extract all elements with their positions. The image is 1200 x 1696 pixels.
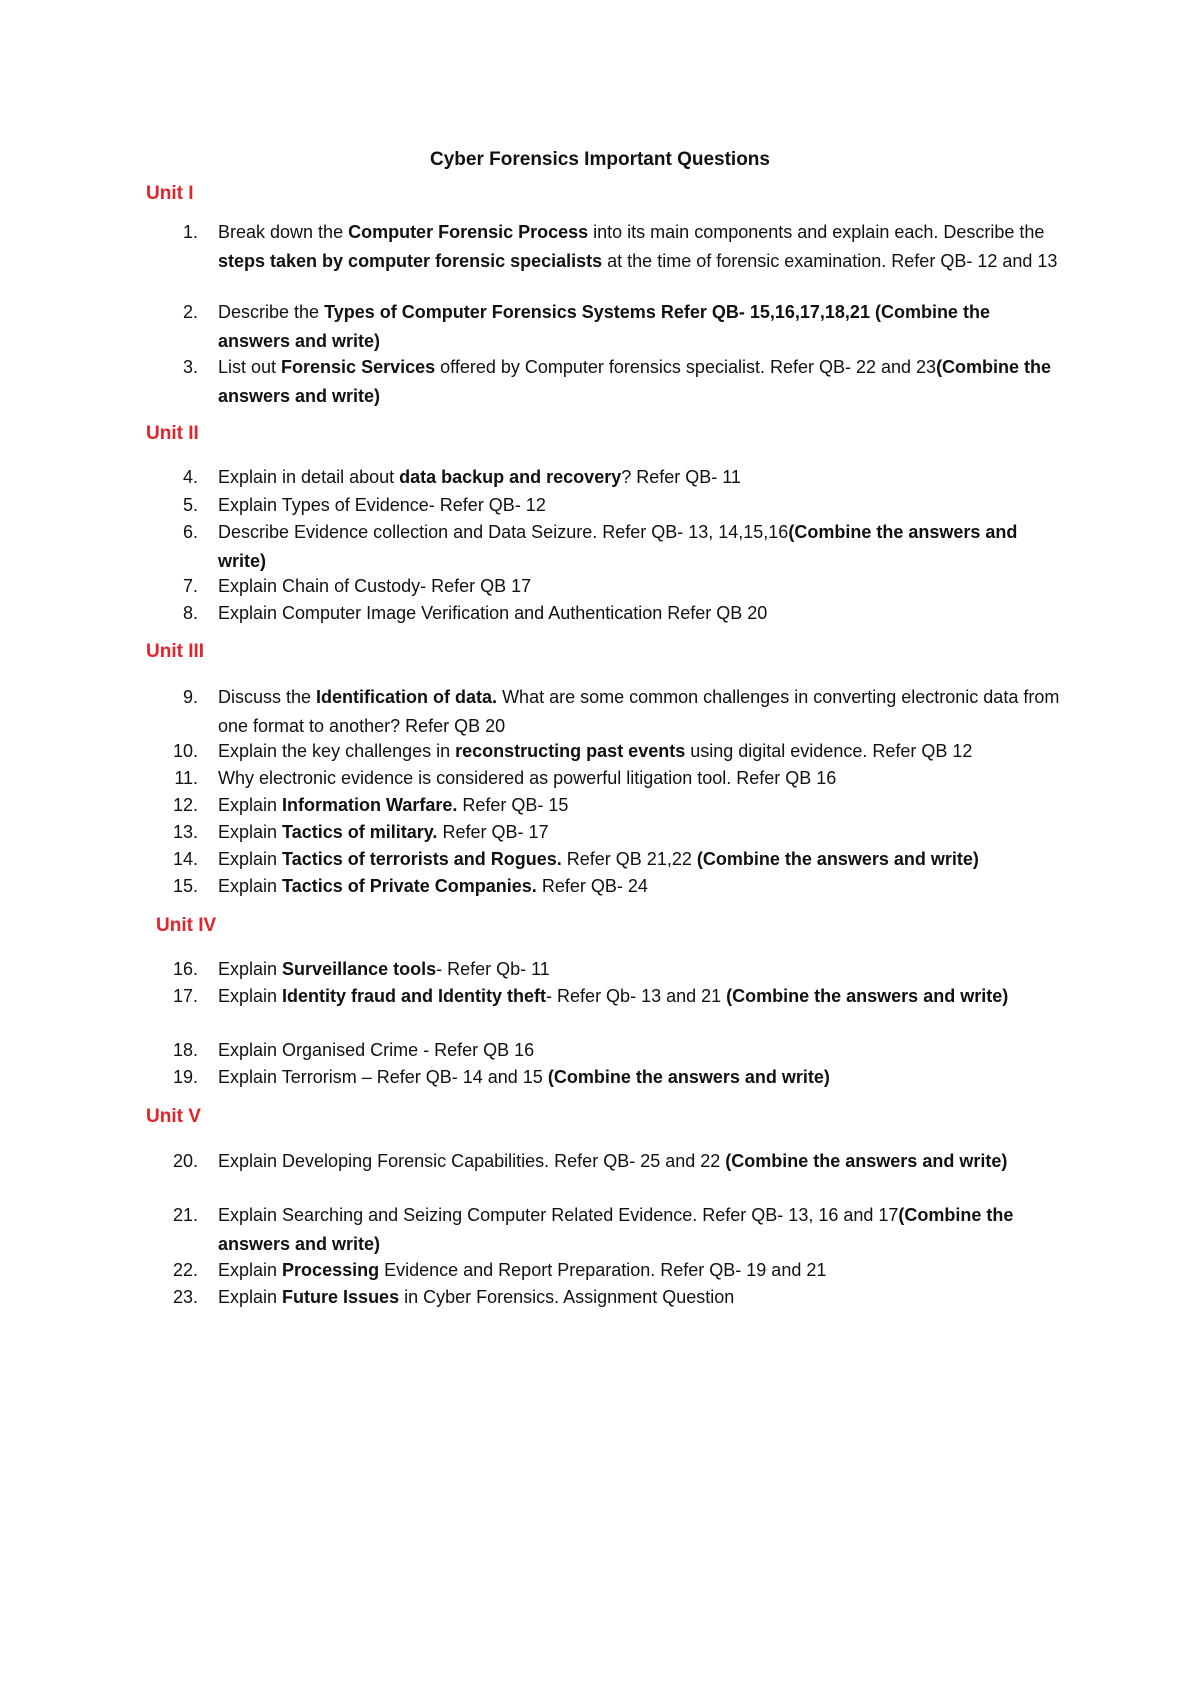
text-run: List out — [218, 357, 282, 377]
bold-phrase: Information Warfare. — [282, 795, 458, 815]
question-text — [218, 353, 1066, 411]
text-run: Describe the — [218, 302, 325, 322]
bold-phrase: data backup and recovery — [399, 467, 622, 487]
unit-heading: Unit V — [146, 1106, 201, 1127]
bold-phrase: Tactics of terrorists and Rogues. — [282, 849, 562, 869]
question-item — [146, 491, 1066, 520]
question-number: 10. — [172, 741, 198, 761]
question-text — [218, 463, 1066, 492]
bold-phrase: Computer Forensic Process — [348, 222, 589, 242]
question-item — [146, 845, 1066, 874]
question-item — [146, 1147, 1066, 1176]
text-run: Refer QB- 24 — [536, 876, 648, 896]
question-number: 13. — [172, 822, 198, 842]
text-run: Describe Evidence collection and Data Seizure. Refer QB- 13, 14,15,16 — [218, 522, 789, 542]
question-item — [146, 982, 1066, 1011]
question-number: 5. — [182, 495, 198, 515]
text-run: offered by Computer forensics specialist. Refer QB- 22 and 23 — [435, 357, 937, 377]
question-item — [146, 599, 1066, 628]
text-run: Explain Organised Crime - Refer QB 16 — [218, 1040, 535, 1060]
document-title: Cyber Forensics Important Questions — [430, 149, 770, 170]
text-run: Explain Developing Forensic Capabilities. Refer QB- 25 and 22 — [218, 1151, 726, 1171]
text-run: Refer QB- 17 — [437, 822, 549, 842]
text-run: Explain — [218, 849, 283, 869]
question-item — [146, 1063, 1066, 1092]
question-item — [146, 572, 1066, 601]
question-item — [146, 955, 1066, 984]
question-text — [218, 818, 1066, 847]
question-text — [218, 1036, 1066, 1065]
question-item — [146, 353, 1066, 411]
question-item — [146, 218, 1066, 276]
bold-phrase: steps taken by computer forensic specialists — [218, 251, 603, 271]
text-run: Explain the key challenges in — [218, 741, 456, 761]
question-item — [146, 737, 1066, 766]
question-number: 16. — [172, 959, 198, 979]
text-run: Refer QB 21,22 — [561, 849, 697, 869]
question-number: 9. — [182, 687, 198, 707]
question-item — [146, 1256, 1066, 1285]
text-run: Evidence and Report Preparation. Refer QB- 19 and 21 — [379, 1260, 827, 1280]
bold-phrase: Tactics of military. — [282, 822, 438, 842]
bold-phrase: Types of Computer Forensics Systems Refer QB- 15,16,17,18,21 (Combine the answers and write) — [218, 302, 990, 351]
question-text — [218, 298, 1066, 356]
question-number: 22. — [172, 1260, 198, 1280]
text-run: Explain — [218, 795, 283, 815]
question-number: 17. — [172, 986, 198, 1006]
bold-phrase: Surveillance tools — [282, 959, 437, 979]
question-item — [146, 1036, 1066, 1065]
bold-phrase: (Combine the answers and write) — [726, 986, 1009, 1006]
question-text — [218, 764, 1066, 793]
bold-phrase: Forensic Services — [281, 357, 436, 377]
text-run: ? Refer QB- 11 — [621, 467, 741, 487]
text-run: Break down the — [218, 222, 349, 242]
question-number: 15. — [172, 876, 198, 896]
text-run: Explain — [218, 1287, 283, 1307]
question-text — [218, 982, 1066, 1011]
bold-phrase: (Combine the answers and write) — [547, 1067, 830, 1087]
question-item — [146, 764, 1066, 793]
question-text — [218, 491, 1066, 520]
text-run: Explain Searching and Seizing Computer Related Evidence. Refer QB- 13, 16 and 17 — [218, 1205, 899, 1225]
question-text — [218, 872, 1066, 901]
question-item — [146, 791, 1066, 820]
question-number: 2. — [182, 302, 198, 322]
question-number: 18. — [172, 1040, 198, 1060]
text-run: at the time of forensic examination. Refer QB- 12 and 13 — [602, 251, 1058, 271]
question-text — [218, 791, 1066, 820]
text-run: - Refer Qb- 11 — [436, 959, 550, 979]
question-text — [218, 737, 1066, 766]
text-run: - Refer Qb- 13 and 21 — [546, 986, 727, 1006]
text-run: Explain — [218, 822, 283, 842]
text-run: in Cyber Forensics. Assignment Question — [399, 1287, 735, 1307]
question-text — [218, 683, 1066, 741]
question-text — [218, 1147, 1066, 1176]
bold-phrase: (Combine the answers and write) — [725, 1151, 1008, 1171]
question-text — [218, 845, 1066, 874]
question-item — [146, 518, 1066, 576]
unit-heading: Unit IV — [156, 915, 217, 936]
question-number: 20. — [172, 1151, 198, 1171]
bold-phrase: Identity fraud and Identity theft — [282, 986, 547, 1006]
bold-phrase: (Combine the answers and write) — [218, 1205, 1014, 1254]
question-item — [146, 1283, 1066, 1312]
question-item — [146, 463, 1066, 492]
text-run: Explain Computer Image Verification and Authentication Refer QB 20 — [218, 603, 768, 623]
question-number: 12. — [172, 795, 198, 815]
question-item — [146, 683, 1066, 741]
question-text — [218, 1201, 1066, 1259]
bold-phrase: Identification of data. — [316, 687, 498, 707]
text-run: Explain — [218, 1260, 283, 1280]
question-item — [146, 298, 1066, 356]
question-text — [218, 572, 1066, 601]
text-run: into its main components and explain each. Describe the — [588, 222, 1045, 242]
bold-phrase: reconstructing past events — [455, 741, 686, 761]
question-text — [218, 1063, 1066, 1092]
question-number: 6. — [182, 522, 198, 542]
text-run: using digital evidence. Refer QB 12 — [685, 741, 973, 761]
question-text — [218, 218, 1066, 276]
text-run: Explain — [218, 986, 283, 1006]
question-text — [218, 1283, 1066, 1312]
question-number: 19. — [172, 1067, 198, 1087]
question-number: 7. — [182, 576, 198, 596]
bold-phrase: Future Issues — [282, 1287, 400, 1307]
question-text — [218, 955, 1066, 984]
question-text — [218, 599, 1066, 628]
bold-phrase: (Combine the answers and write) — [696, 849, 979, 869]
text-run: What are some common challenges in converting electronic data from one format to another? Refer QB 20 — [218, 687, 1060, 736]
unit-heading: Unit I — [146, 183, 194, 204]
text-run: Refer QB- 15 — [457, 795, 569, 815]
text-run: Explain Types of Evidence- Refer QB- 12 — [218, 495, 546, 515]
question-number: 23. — [172, 1287, 198, 1307]
text-run: Explain Terrorism – Refer QB- 14 and 15 — [218, 1067, 548, 1087]
question-number: 4. — [182, 467, 198, 487]
question-number: 3. — [182, 357, 198, 377]
text-run: Explain — [218, 959, 283, 979]
bold-phrase: Tactics of Private Companies. — [282, 876, 537, 896]
bold-phrase: Processing — [282, 1260, 380, 1280]
unit-heading: Unit III — [146, 641, 205, 662]
question-item — [146, 872, 1066, 901]
text-run: Why electronic evidence is considered as powerful litigation tool. Refer QB 16 — [218, 768, 837, 788]
question-number: 21. — [172, 1205, 198, 1225]
bold-phrase: (Combine the answers and write) — [218, 357, 1052, 406]
text-run: Explain — [218, 876, 283, 896]
question-number: 11. — [174, 768, 198, 788]
question-item — [146, 818, 1066, 847]
text-run: Explain Chain of Custody- Refer QB 17 — [218, 576, 532, 596]
question-number: 14. — [172, 849, 198, 869]
text-run: Explain in detail about — [218, 467, 400, 487]
bold-phrase: (Combine the answers and write) — [218, 522, 1018, 571]
question-number: 1. — [182, 222, 198, 242]
question-text — [218, 1256, 1066, 1285]
text-run: Discuss the — [218, 687, 317, 707]
question-item — [146, 1201, 1066, 1259]
question-number: 8. — [182, 603, 198, 623]
question-text — [218, 518, 1066, 576]
unit-heading: Unit II — [146, 423, 199, 444]
